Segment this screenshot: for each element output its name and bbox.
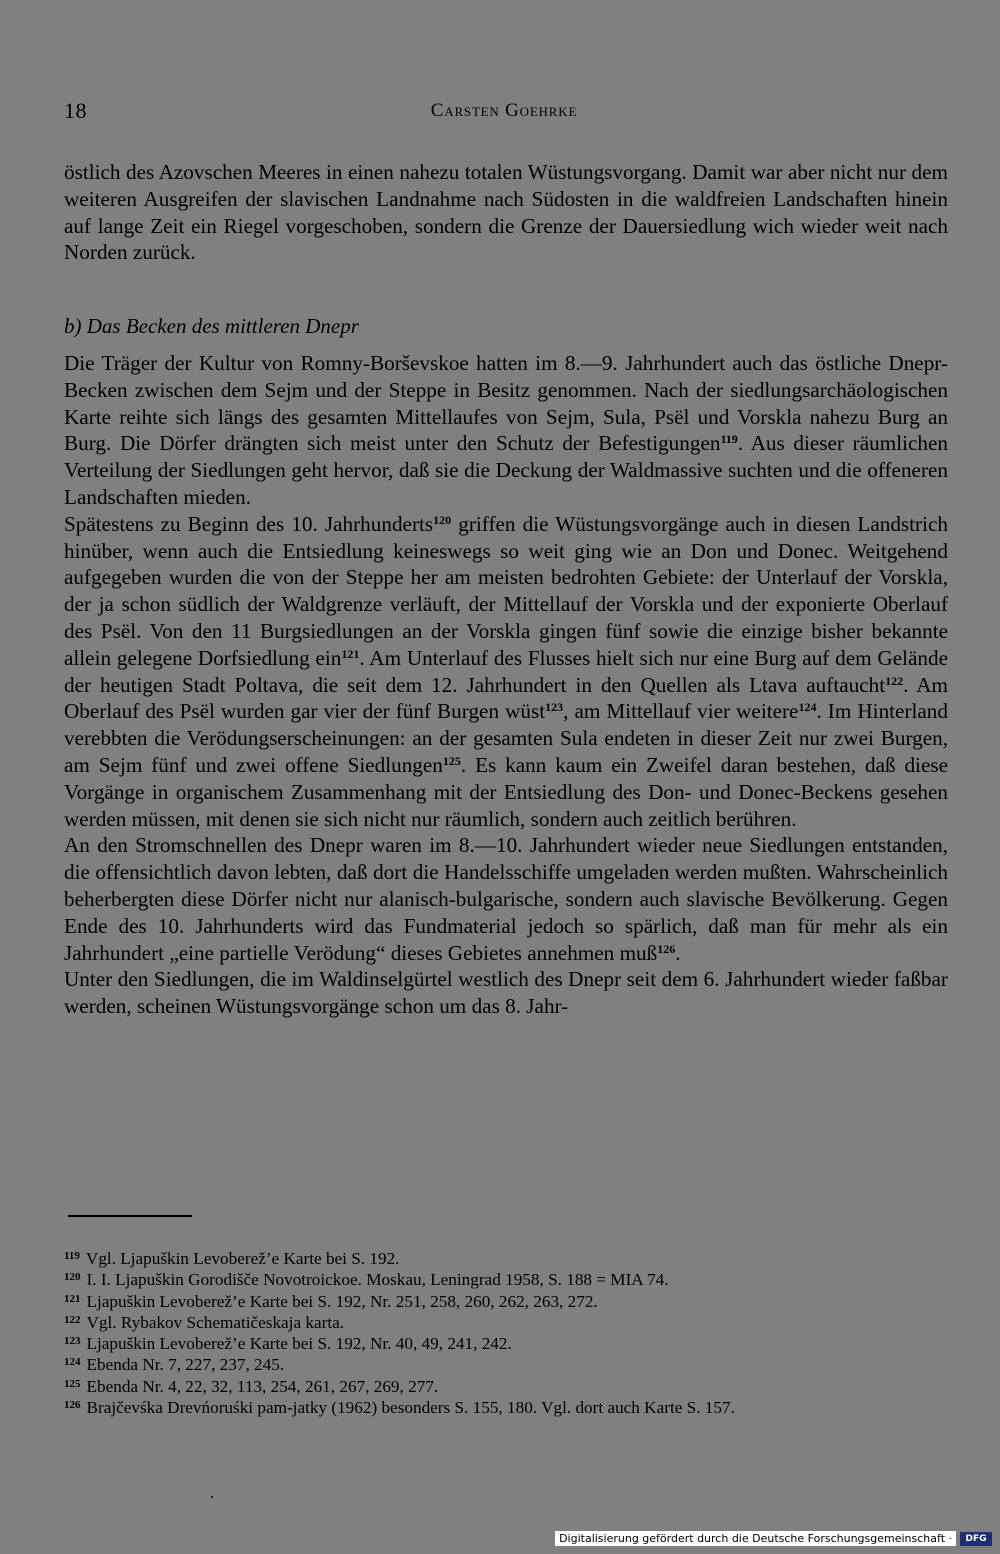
footnote <box>64 1333 948 1354</box>
footnote-number: 120 <box>64 1271 81 1284</box>
footnote <box>64 1269 948 1290</box>
footnote-number: 122 <box>64 1313 81 1326</box>
footnote <box>64 1312 948 1333</box>
footnote-rule <box>68 1215 192 1217</box>
text-run: griffen die Wüstungsvorgänge auch in diesen Landstrich hinüber, wenn auch die Entsiedlung keineswegs so weit ging wie an Don und Donec. Weitgehend aufgegeben wurden die von der Steppe her am meisten bedrohten Gebiete: der Unterlauf der Vorskla, der ja schon südlich der Waldgrenze verläuft, der Mittellauf der Vorskla und der exponierte Oberlauf des Psël. Von den 11 Burgsiedlungen an der Vorskla gingen fünf sowie die einzige bisher bekannte allein gelegene Dorfsiedlung ein <box>64 511 948 670</box>
text-run: An den Stromschnellen des Dnepr waren im 8.—10. Jahrhundert wieder neue Siedlungen entstanden, die offensichtlich davon lebten, daß dort die Handelsschiffe umgeladen werden mußten. Wahrscheinlich beherbergten diese Dörfer nicht nur alanisch-bulgarische, sondern auch slavische Bevölkerung. Gegen Ende des 10. Jahrhunderts wird das Fundmaterial jedoch so spärlich, daß man für mehr als ein Jahrhundert „eine partielle Verödung“ dieses Gebietes annehmen muß <box>64 833 948 965</box>
paragraph <box>64 511 948 833</box>
footnote-number: 125 <box>64 1377 81 1390</box>
footnote-ref[interactable]: 121 <box>341 646 360 661</box>
footnote-ref[interactable]: 123 <box>545 700 564 715</box>
page-number: 18 <box>64 98 87 123</box>
footnote-text: I. I. Ljapuškin Gorodišče Novotroickoe. Moskau, Leningrad 1958, S. 188 = MIA 74. <box>86 1270 669 1290</box>
footnote <box>64 1291 948 1312</box>
text-run: , am Mittellauf vier weitere <box>563 699 799 724</box>
footnote-number: 126 <box>64 1399 81 1412</box>
footnote-number: 124 <box>64 1356 81 1369</box>
text-run: . Am Oberlauf des Psël wurden gar vier der fünf Burgen wüst <box>64 672 948 724</box>
stray-mark <box>211 1496 213 1498</box>
footnote-text: Vgl. Ljapuškin Levoberež’e Karte bei S. 192. <box>85 1249 400 1268</box>
running-head: Carsten Goehrke <box>430 100 578 121</box>
footnote-ref[interactable]: 120 <box>433 512 452 527</box>
footnote <box>64 1354 948 1375</box>
footnote-number: 119 <box>64 1250 80 1262</box>
text-run: . Am Unterlauf des Flusses hielt sich nur eine Burg auf dem Gelände der heutigen Stadt Poltava, die seit dem 12. Jahrhundert in den Quellen als Ltava auftaucht <box>64 645 948 697</box>
footnote <box>64 1376 948 1397</box>
footnote-number: 121 <box>64 1292 81 1305</box>
footnote <box>64 1248 948 1269</box>
footnote-ref[interactable]: 122 <box>885 673 904 688</box>
text-run: Spätestens zu Beginn des 10. Jahrhunderts <box>64 511 434 536</box>
footnote-text: Brajčevśka Drevńoruśki pam-jatky (1962) besonders S. 155, 180. Vgl. dort auch Karte S. 157. <box>86 1398 735 1418</box>
footnote-ref[interactable]: 124 <box>798 700 817 715</box>
footnote-ref[interactable]: 125 <box>442 753 461 768</box>
footnote-text: Ebenda Nr. 7, 227, 237, 245. <box>86 1355 285 1375</box>
footnote <box>64 1397 948 1418</box>
text-run: Die Träger der Kultur von Romny-Borševskoe hatten im 8.—9. Jahrhundert auch das östliche Dnepr-Becken zwischen dem Sejm und der Steppe in Besitz genommen. Nach der siedlungsarchäologischen Karte reihte sich längs des gesamten Mittellaufes von Sejm, Sula, Psël und Vorskla nahezu Burg an Burg. Die Dörfer drängten sich meist unter den Schutz der Befestigungen <box>64 351 948 456</box>
section-heading: b) Das Becken des mittleren Dnepr <box>64 314 359 338</box>
paragraph-continuation: östlich des Azovschen Meeres in einen nahezu totalen Wüstungsvorgang. Damit war aber nicht nur dem weiteren Ausgreifen der slavischen Landnahme nach Südosten in die waldfreien Landschaften hinein auf lange Zeit ein Riegel vorgeschoben, sondern die Grenze der Dauersiedlung wich wieder weit nach Norden zurück. <box>64 160 948 265</box>
text-run: . <box>675 940 681 965</box>
footnote-text: Vgl. Rybakov Schematičeskaja karta. <box>86 1312 345 1332</box>
digitization-credit: Digitalisierung gefördert durch die Deutsche Forschungsgemeinschaft · <box>555 1531 956 1546</box>
footnotes <box>64 1248 948 1418</box>
body-section <box>64 350 948 1020</box>
paragraph: Unter den Siedlungen, die im Waldinselgürtel westlich des Dnepr seit dem 6. Jahrhundert wieder faßbar werden, scheinen Wüstungsvorgänge schon um das 8. Jahr- <box>64 967 948 1019</box>
footnote-text: Ebenda Nr. 4, 22, 32, 113, 254, 261, 267, 269, 277. <box>86 1376 439 1396</box>
paragraph <box>64 832 948 966</box>
footnote-text: Ljapuškin Levoberež’e Karte bei S. 192, Nr. 40, 49, 241, 242. <box>86 1334 512 1354</box>
footnote-ref[interactable]: 119 <box>720 432 738 447</box>
footnote-text: Ljapuškin Levoberež’e Karte bei S. 192, Nr. 251, 258, 260, 262, 263, 272. <box>86 1291 598 1311</box>
footnote-number: 123 <box>64 1335 81 1348</box>
text-run: . Aus dieser räumlichen Verteilung der Siedlungen geht hervor, daß sie die Deckung der Waldmassive suchten und die offeneren Landschaften mieden. <box>64 431 948 509</box>
dfg-logo: DFG <box>960 1532 992 1546</box>
footnote-ref[interactable]: 126 <box>657 941 676 956</box>
paragraph <box>64 350 948 511</box>
text-run: . Es kann kaum ein Zweifel daran bestehen, daß diese Vorgänge in organischem Zusammenhang mit der Entsiedlung des Don- und Donec-Beckens gesehen werden müssen, mit denen sie sich nicht nur räumlich, sondern auch zeitlich berühren. <box>64 752 948 831</box>
text-run: . Im Hinterland verebbten die Verödungserscheinungen: an der gesamten Sula endeten in dieser Zeit nur zwei Burgen, am Sejm fünf und zwei offene Siedlungen <box>64 699 948 777</box>
